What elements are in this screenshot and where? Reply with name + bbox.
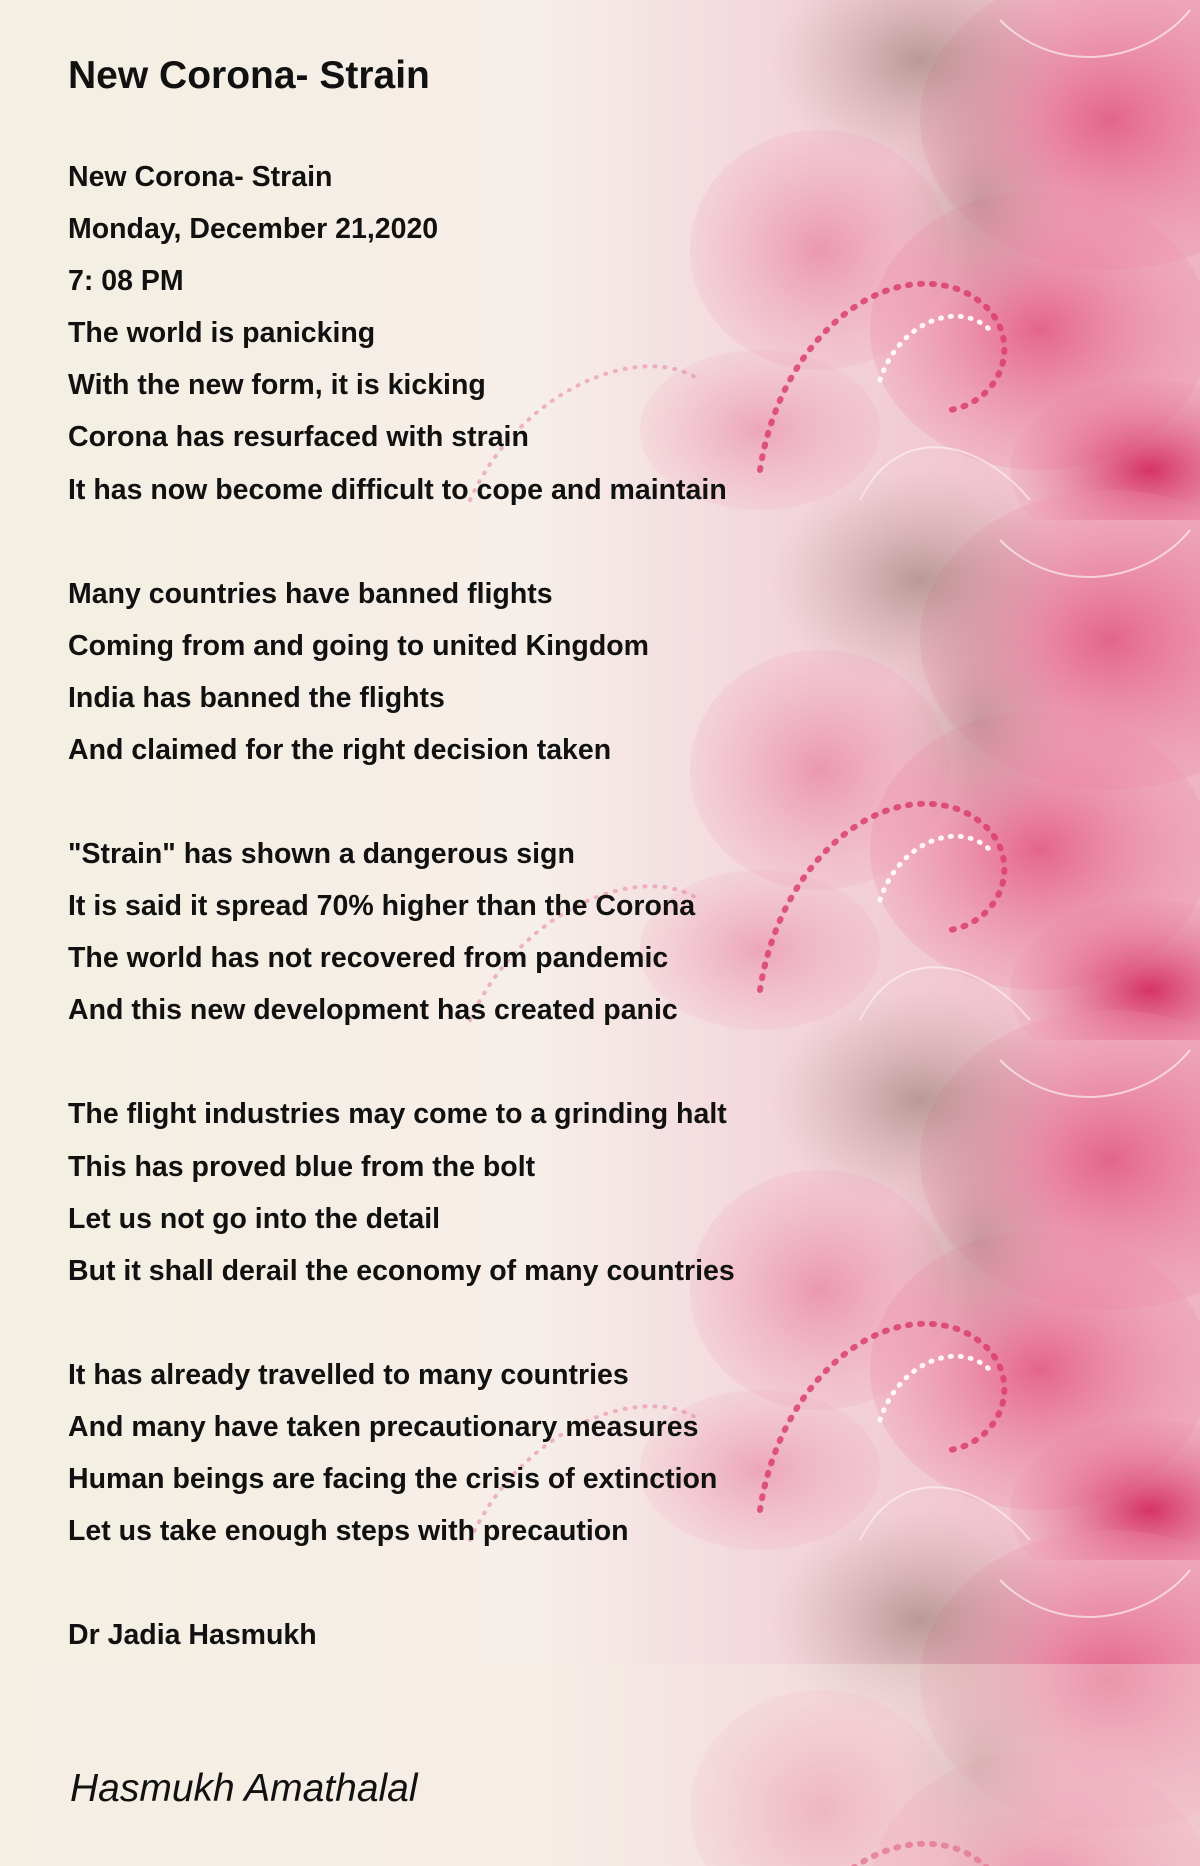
poem-line: Let us take enough steps with precaution	[68, 1515, 629, 1548]
poem-line: And claimed for the right decision taken	[68, 733, 612, 766]
poem-line: The flight industries may come to a grinding halt	[68, 1098, 727, 1131]
poem-line: New Corona- Strain	[68, 161, 333, 193]
poem-line: And many have taken precautionary measures	[68, 1410, 699, 1443]
poem-line: India has banned the flights	[68, 681, 445, 714]
poem-body	[68, 151, 735, 1713]
poem-line: Many countries have banned flights	[68, 577, 553, 610]
poem-line: Dr Jadia Hasmukh	[68, 1619, 317, 1652]
poem-line: Coming from and going to united Kingdom	[68, 629, 649, 662]
poem-line: "Strain" has shown a dangerous sign	[68, 838, 575, 871]
poem-line: And this new development has created panic	[68, 994, 678, 1027]
poem-line: Human beings are facing the crisis of extinction	[68, 1462, 718, 1495]
poem-line: It is said it spread 70% higher than the Corona	[68, 890, 696, 923]
poem-stanza	[68, 1088, 735, 1296]
poem-line: It has now become difficult to cope and maintain	[68, 473, 727, 506]
poem-line: With the new form, it is kicking	[68, 369, 486, 402]
poem-line: Corona has resurfaced with strain	[68, 421, 529, 454]
poem-line: Let us not go into the detail	[68, 1202, 441, 1235]
poem-stanza	[68, 828, 735, 1036]
poem-line: 7: 08 PM	[68, 265, 184, 298]
poem-title: New Corona- Strain	[68, 54, 430, 97]
poem-line: This has proved blue from the bolt	[68, 1150, 536, 1183]
poem-stanza	[68, 1349, 735, 1557]
poem-line: Monday, December 21,2020	[68, 213, 439, 246]
poem-line: The world has not recovered from pandemic	[68, 942, 669, 975]
poem-line: It has already travelled to many countries	[68, 1358, 629, 1391]
poem-stanza	[68, 151, 735, 516]
poem-line: But it shall derail the economy of many countries	[68, 1254, 735, 1287]
author-signature: Hasmukh Amathalal	[70, 1767, 418, 1810]
poem-stanza	[68, 568, 735, 776]
poem-stanza	[68, 1609, 735, 1661]
poem-line: The world is panicking	[68, 317, 376, 350]
